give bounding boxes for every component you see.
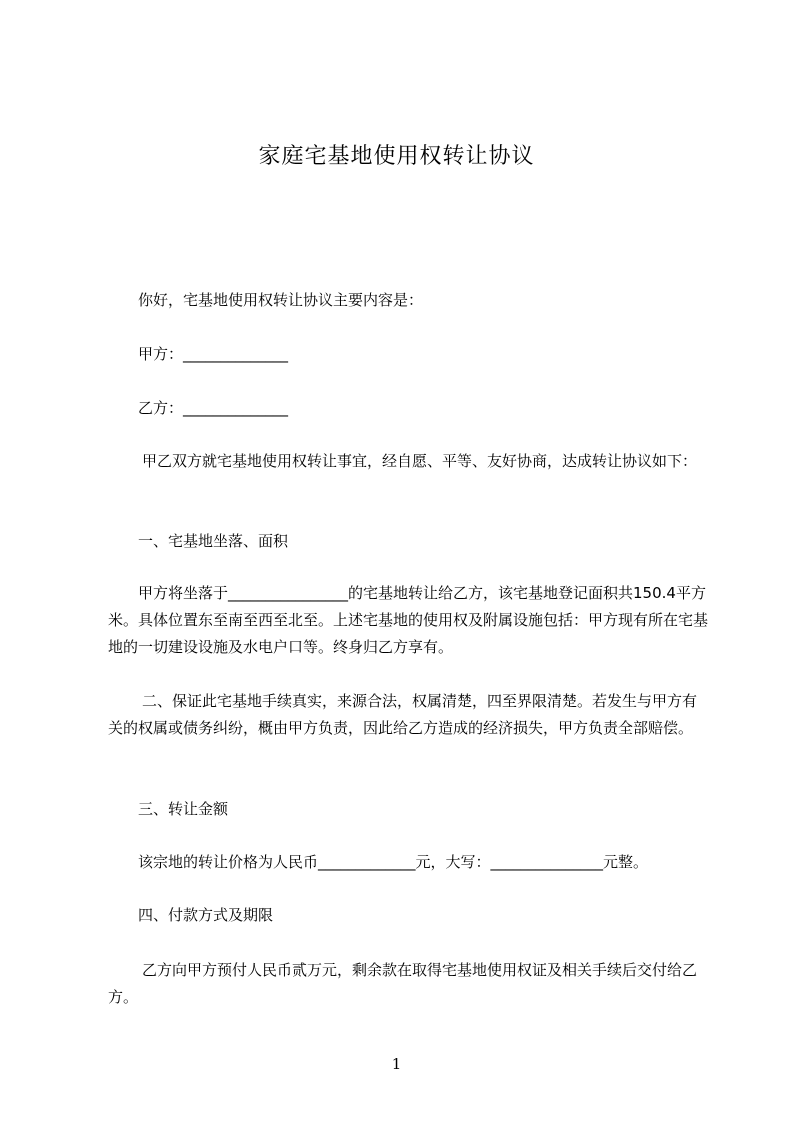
- party-a-line: 甲方：______________: [138, 345, 289, 363]
- document-title: 家庭宅基地使用权转让协议: [258, 144, 535, 169]
- section3-body: 该宗地的转让价格为人民币_____________元，大写：_______________元整。: [138, 853, 649, 871]
- section1-heading: 一、宅基地坐落、面积: [138, 532, 289, 550]
- section1-body: 甲方将坐落于________________的宅基地转让给乙方，该宅基地登记面积共150.4平方米。具体位置东至南至西至北至。上述宅基地的使用权及附属设施包括：甲方现有所在宅基地的一切建设设施及水电户口等。终身归乙方享有。: [108, 584, 709, 656]
- page-number: 1: [391, 1055, 402, 1073]
- section4-body: 乙方向甲方预付人民币贰万元，剩余款在取得宅基地使用权证及相关手续后交付给乙方。: [108, 961, 698, 1006]
- intro-paragraph: 你好，宅基地使用权转让协议主要内容是：: [138, 291, 424, 309]
- section3-heading: 三、转让金额: [138, 800, 229, 818]
- section2-paragraph: 二、保证此宅基地手续真实，来源合法，权属清楚，四至界限清楚。若发生与甲方有关的权属或债务纠纷，概由甲方负责，因此给乙方造成的经济损失，甲方负责全部赔偿。: [108, 692, 698, 737]
- party-b-line: 乙方：______________: [138, 399, 289, 417]
- preamble-paragraph: 甲乙双方就宅基地使用权转让事宜，经自愿、平等、友好协商，达成转让协议如下：: [142, 452, 698, 470]
- section4-heading: 四、付款方式及期限: [138, 906, 274, 924]
